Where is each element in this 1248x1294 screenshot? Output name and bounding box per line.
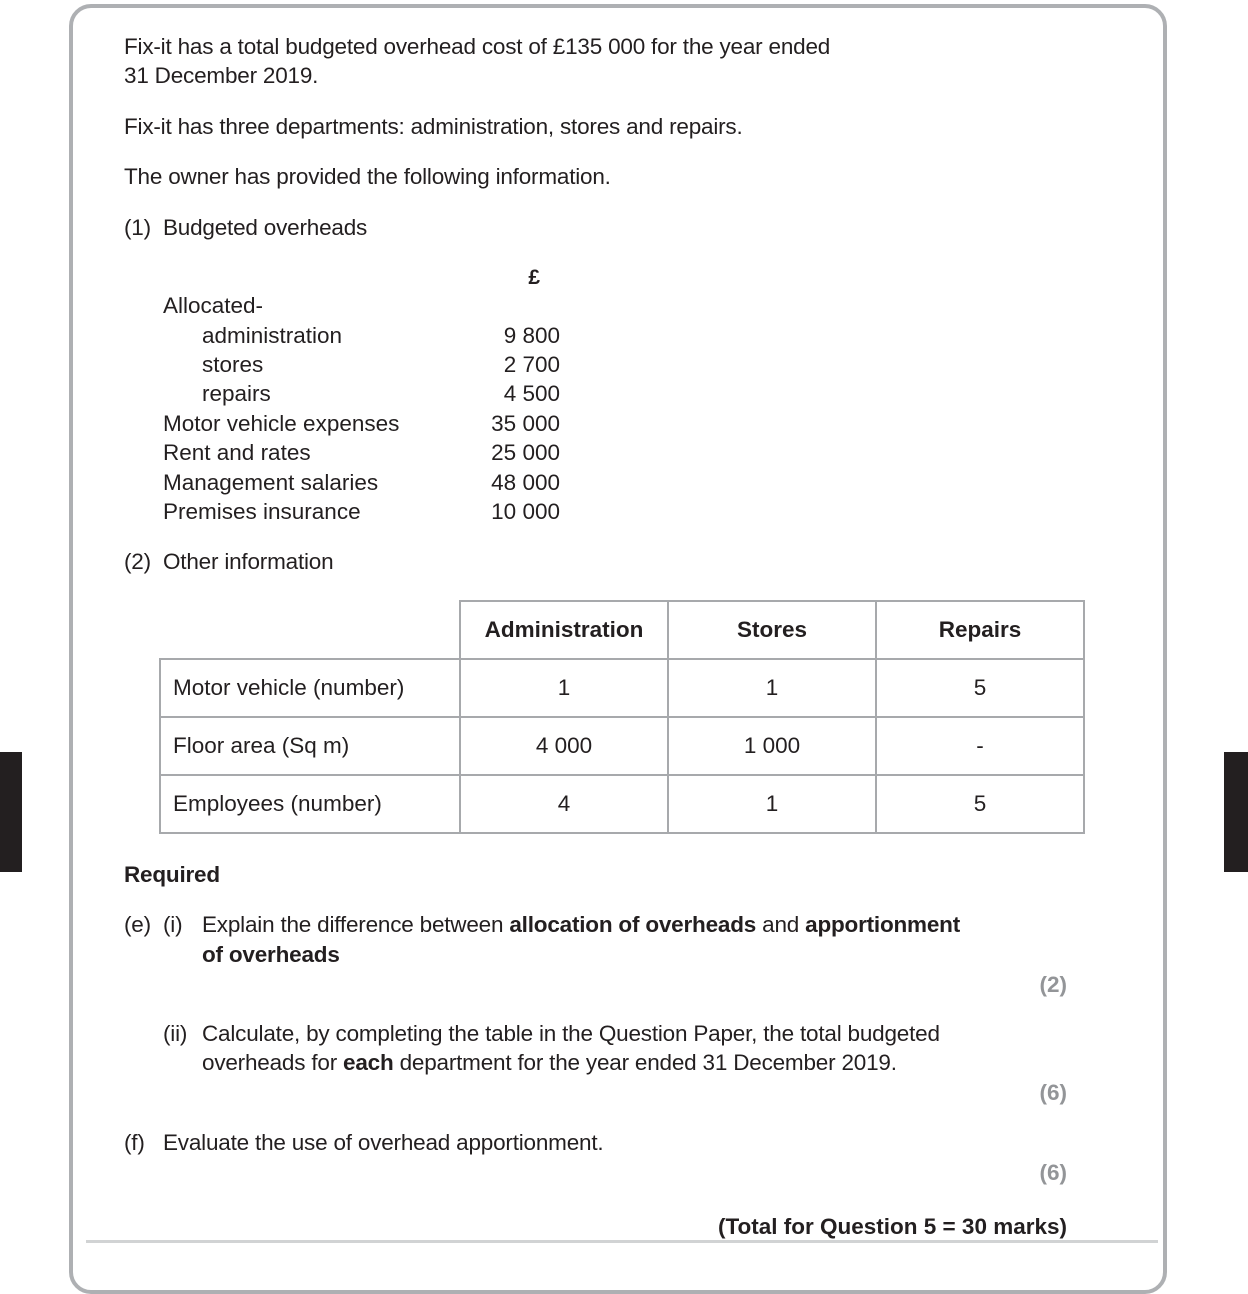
other-information-table	[159, 600, 1085, 834]
table-cell: 4 000	[460, 717, 668, 775]
question-e-ii-label: (ii)	[163, 1021, 188, 1046]
table-cell: 5	[876, 775, 1084, 833]
overhead-value: 4 500	[503, 381, 560, 406]
departments-text: Fix-it has three departments: administration, stores and repairs.	[124, 114, 743, 139]
section1-title: Budgeted overheads	[163, 215, 368, 240]
column-header: Administration	[460, 601, 668, 659]
table-row	[160, 775, 1084, 833]
question-e-ii-line-2	[202, 1048, 897, 1077]
footer-divider	[86, 1240, 1158, 1243]
overhead-label: administration	[202, 323, 343, 348]
question-e-i-line-1	[202, 910, 960, 939]
question-text: overheads for	[202, 1050, 344, 1075]
overhead-value: 9 800	[503, 323, 560, 348]
overhead-label: Rent and rates	[163, 440, 311, 465]
overhead-label: stores	[202, 352, 264, 377]
overhead-value: 35 000	[491, 411, 560, 436]
table-header-row	[160, 601, 1084, 659]
overhead-label: Motor vehicle expenses	[163, 411, 400, 436]
currency-header: £	[528, 266, 540, 289]
question-f-text: Evaluate the use of overhead apportionment.	[163, 1130, 604, 1155]
overhead-label: Management salaries	[163, 470, 379, 495]
question-e-i-line-2: of overheads	[202, 942, 340, 967]
column-header: Repairs	[876, 601, 1084, 659]
empty-corner-cell	[160, 601, 460, 659]
left-margin-tab	[0, 752, 22, 872]
question-text: and	[756, 912, 806, 937]
key-term: allocation of overheads	[509, 912, 757, 937]
overhead-label: Premises insurance	[163, 499, 361, 524]
table-cell: 1	[668, 775, 876, 833]
question-e-label: (e)	[124, 912, 151, 937]
table-cell: 4	[460, 775, 668, 833]
overhead-value: 48 000	[491, 470, 560, 495]
key-term: each	[343, 1050, 394, 1075]
question-e-i-label: (i)	[163, 912, 183, 937]
table-cell: 1	[668, 659, 876, 717]
question-text: Explain the difference between	[202, 912, 510, 937]
marks-e-ii: (6)	[1039, 1080, 1067, 1105]
row-label: Floor area (Sq m)	[160, 717, 460, 775]
question-f-label: (f)	[124, 1130, 145, 1155]
question-text: department for the year ended 31 December 2019.	[393, 1050, 897, 1075]
overhead-label: repairs	[202, 381, 271, 406]
section2-number: (2)	[124, 549, 151, 574]
table-row	[160, 717, 1084, 775]
table-cell: 5	[876, 659, 1084, 717]
overhead-value: 25 000	[491, 440, 560, 465]
section2-title: Other information	[163, 549, 334, 574]
row-label: Employees (number)	[160, 775, 460, 833]
table-cell: 1 000	[668, 717, 876, 775]
row-label: Motor vehicle (number)	[160, 659, 460, 717]
overhead-value: 10 000	[491, 499, 560, 524]
overhead-value: 2 700	[503, 352, 560, 377]
question-total: (Total for Question 5 = 30 marks)	[717, 1214, 1067, 1239]
owner-text: The owner has provided the following information.	[124, 164, 611, 189]
section1-number: (1)	[124, 215, 151, 240]
intro-line-1: Fix-it has a total budgeted overhead cost of £135 000 for the year ended	[124, 34, 831, 59]
table-cell: 1	[460, 659, 668, 717]
intro-line-2: 31 December 2019.	[124, 63, 319, 88]
table-row	[160, 659, 1084, 717]
key-term: apportionment	[805, 912, 961, 937]
marks-f: (6)	[1039, 1160, 1067, 1185]
allocated-label: Allocated-	[163, 293, 264, 318]
column-header: Stores	[668, 601, 876, 659]
required-heading: Required	[124, 862, 220, 887]
question-e-ii-line-1: Calculate, by completing the table in the Question Paper, the total budgeted	[202, 1021, 940, 1046]
right-margin-tab	[1224, 752, 1248, 872]
table-cell: -	[876, 717, 1084, 775]
marks-e-i: (2)	[1039, 972, 1067, 997]
